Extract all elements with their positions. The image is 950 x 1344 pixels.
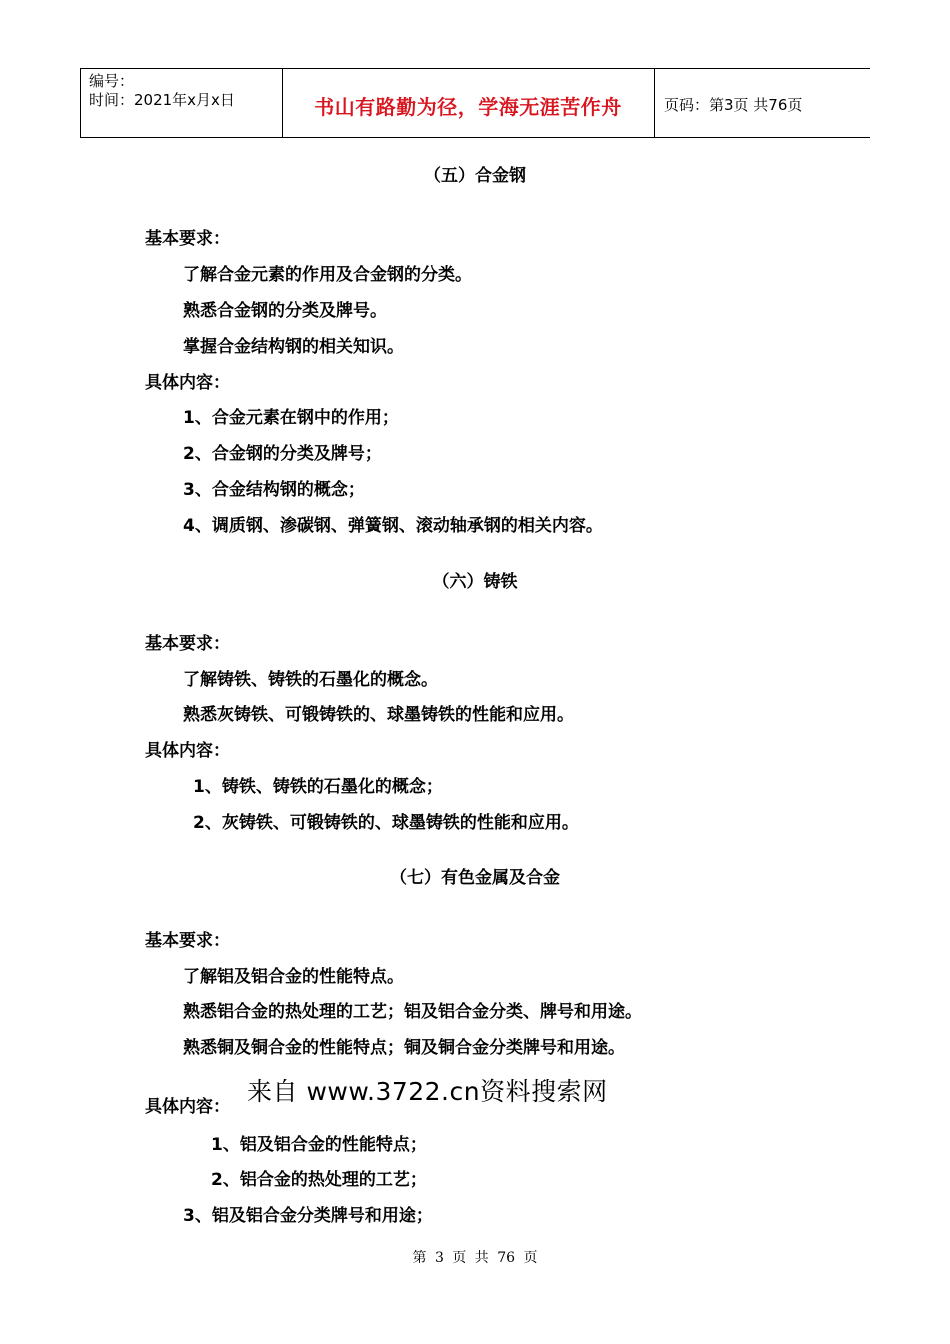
content-heading: 具体内容：: [145, 741, 230, 761]
content-item: 3、合金结构钢的概念；: [183, 480, 365, 500]
content-heading: 具体内容：: [145, 373, 230, 393]
content-item: 1、铝及铝合金的性能特点；: [211, 1135, 427, 1155]
requirements-heading: 基本要求：: [145, 634, 230, 654]
page-footer: 第 3 页 共 76 页: [412, 1250, 538, 1266]
section-title-alloy-steel: （五）合金钢: [424, 166, 526, 186]
header-time: 时间：2021年x月x日: [89, 91, 235, 109]
requirement-item: 熟悉灰铸铁、可锻铸铁的、球墨铸铁的性能和应用。: [183, 705, 574, 725]
requirements-heading: 基本要求：: [145, 229, 230, 249]
requirement-item: 了解合金元素的作用及合金钢的分类。: [183, 265, 472, 285]
page-header: [80, 68, 870, 138]
content-item: 2、灰铸铁、可锻铸铁的、球墨铸铁的性能和应用。: [193, 813, 579, 833]
content-item: 1、合金元素在钢中的作用；: [183, 408, 399, 428]
header-border-left: [80, 69, 81, 137]
header-motto: 书山有路勤为径，学海无涯苦作舟: [314, 95, 622, 119]
header-page-info: 页码：第3页 共76页: [664, 96, 803, 114]
header-number-label: 编号：: [89, 72, 135, 90]
requirement-item: 掌握合金结构钢的相关知识。: [183, 337, 404, 357]
content-item: 1、铸铁、铸铁的石墨化的概念；: [193, 777, 443, 797]
section-title-nonferrous: （七）有色金属及合金: [390, 868, 560, 888]
content-item: 3、铝及铝合金分类牌号和用途；: [183, 1206, 433, 1226]
requirement-item: 熟悉合金钢的分类及牌号。: [183, 301, 387, 321]
content-heading: 具体内容：: [145, 1097, 230, 1117]
requirement-item: 了解铸铁、铸铁的石墨化的概念。: [183, 670, 438, 690]
requirements-heading: 基本要求：: [145, 931, 230, 951]
requirement-item: 熟悉铝合金的热处理的工艺；铝及铝合金分类、牌号和用途。: [183, 1002, 642, 1022]
watermark-text: 来自 www.3722.cn资料搜索网: [247, 1077, 608, 1106]
content-item: 2、铝合金的热处理的工艺；: [211, 1170, 427, 1190]
content-item: 2、合金钢的分类及牌号；: [183, 444, 382, 464]
requirement-item: 了解铝及铝合金的性能特点。: [183, 967, 404, 987]
content-item: 4、调质钢、渗碳钢、弹簧钢、滚动轴承钢的相关内容。: [183, 516, 603, 536]
header-divider-2: [654, 69, 655, 137]
requirement-item: 熟悉铜及铜合金的性能特点；铜及铜合金分类牌号和用途。: [183, 1038, 625, 1058]
section-title-cast-iron: （六）铸铁: [432, 572, 518, 592]
header-meta: [89, 72, 235, 110]
